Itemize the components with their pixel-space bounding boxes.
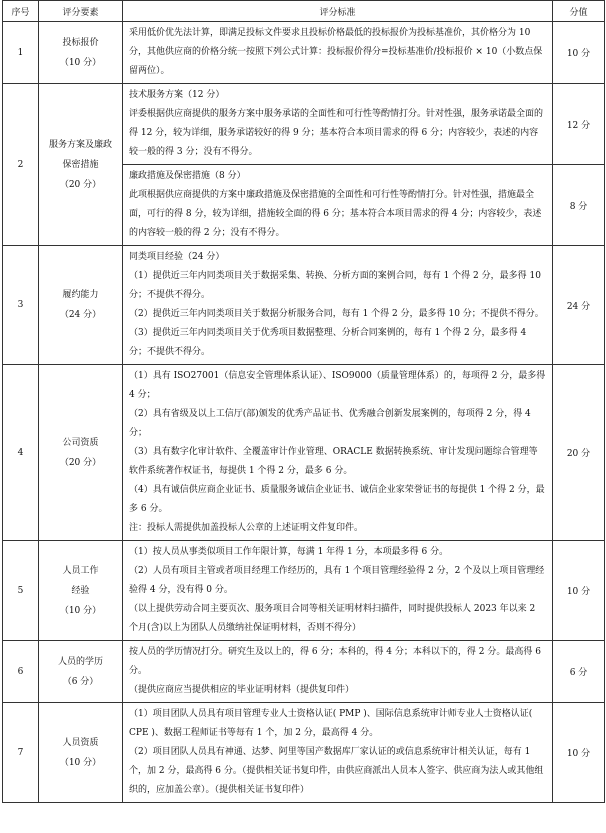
- row-score: 6 分: [553, 641, 605, 703]
- row-number: 7: [3, 703, 39, 803]
- row-item-line: （6 分）: [62, 676, 99, 687]
- row-item: [39, 22, 123, 84]
- row-number: 2: [3, 84, 39, 246]
- row-number: 5: [3, 541, 39, 641]
- row-item-line: （24 分）: [59, 310, 102, 320]
- row-item-line: （10 分）: [59, 757, 102, 768]
- row-item-line: 服务方案及廉政: [48, 139, 112, 150]
- row-score: 10 分: [553, 541, 605, 641]
- row-item-line: 人员的学历: [57, 656, 103, 667]
- criteria-paragraph: 同类项目经验（24 分）: [129, 252, 225, 262]
- row-item-line: 投标报价: [62, 37, 99, 48]
- row-score: 10 分: [553, 22, 605, 84]
- header-item: 评分要素: [39, 1, 123, 22]
- criteria-paragraph: 廉政措施及保密措施（8 分）: [129, 171, 246, 181]
- table-header-row: [3, 1, 605, 22]
- table-row: [3, 246, 605, 365]
- row-item-line: 人员工作: [62, 565, 99, 576]
- table-body: [3, 22, 605, 803]
- row-item-line: （10 分）: [59, 57, 102, 68]
- criteria-paragraph: （3）具有数字化审计软件、全覆盖审计作业管理、ORACLE 数据转换系统、审计发现问题综合管理等软件系统著作权证书，每提供 1 个得 2 分，最多 6 分。: [129, 447, 538, 476]
- table-row: [3, 541, 605, 641]
- table-row: [3, 641, 605, 703]
- row-score: 20 分: [553, 365, 605, 541]
- row-number: 3: [3, 246, 39, 365]
- criteria-paragraph: （1）项目团队人员具有项目管理专业人士资格认证( PMP )、国际信息系统审计师专业人士资格认证( CPE )、数据工程师证书等每有 1 个，加 2 分，最高得 4 分。: [129, 709, 533, 738]
- criteria-paragraph: （1）按人员从事类似项目工作年限计算，每满 1 年得 1 分，本项最多得 6 分。: [129, 547, 449, 557]
- criteria-paragraph: （2）提供近三年内同类项目关于数据分析服务合同，每有 1 个得 2 分，最多得 10 分；不提供不得分。: [129, 309, 544, 319]
- criteria-paragraph: 评委根据供应商提供的服务方案中服务承诺的全面性和可行性等酌情打分。针对性强，服务承诺最全面的得 12 分，较为详细，服务承诺较好的得 9 分；基本符合本项目需求的得 6 分；内容较少，表述的内容较一般的得 3 分；没有不得分。: [129, 109, 544, 157]
- row-item-line: 保密措施: [62, 159, 99, 170]
- criteria-paragraph: （3）提供近三年内同类项目关于优秀项目数据整理、分析合同案例的，每有 1 个得 2 分，最多得 4 分；不提供不得分。: [129, 328, 527, 357]
- criteria-paragraph: 技术服务方案（12 分）: [129, 90, 225, 100]
- row-item-line: 公司资质: [62, 437, 99, 448]
- table-row: [3, 22, 605, 84]
- row-criteria: [123, 641, 553, 703]
- header-criteria: 评分标准: [123, 1, 553, 22]
- row-item: [39, 641, 123, 703]
- row-item-line: （10 分）: [59, 605, 102, 616]
- row-criteria: [123, 703, 553, 803]
- criteria-paragraph: 注：投标人需提供加盖投标人公章的上述证明文件复印件。: [129, 523, 364, 533]
- header-no: 序号: [3, 1, 39, 22]
- row-item-line: （20 分）: [59, 179, 102, 190]
- row-criteria: [123, 84, 553, 165]
- row-item-line: （20 分）: [59, 457, 102, 468]
- table-row: [3, 84, 605, 165]
- criteria-paragraph: 此项根据供应商提供的方案中廉政措施及保密措施的全面性和可行性等酌情打分。针对性强，措施最全面，可行的得 8 分，较为详细，措施较全面的得 6 分；基本符合本项目需求的得 4 分；内容较少，表述的内容较一般的得 2 分；没有不得分。: [129, 190, 542, 238]
- row-criteria: [123, 541, 553, 641]
- table-row: [3, 703, 605, 803]
- row-item: [39, 365, 123, 541]
- row-item: [39, 703, 123, 803]
- row-score: 8 分: [553, 165, 605, 246]
- criteria-paragraph: 按人员的学历情况打分。研究生及以上的，得 6 分；本科的，得 4 分；本科以下的，得 2 分。最高得 6 分。: [129, 647, 541, 676]
- criteria-paragraph: （2）具有省级及以上工信厅(部)颁发的优秀产品证书、优秀融合创新发展案例的，每项得 2 分，得 4 分；: [129, 409, 531, 438]
- criteria-paragraph: 采用低价优先法计算，即满足投标文件要求且投标价格最低的投标报价为投标基准价，其价格分为 10 分，其他供应商的价格分统一按照下列公式计算：投标报价得分=投标基准价/投标报价 × 10（小数点保留两位）。: [129, 28, 543, 76]
- header-score: 分值: [553, 1, 605, 22]
- criteria-paragraph: （2）人员有项目主管或者项目经理工作经历的，具有 1 个项目管理经验得 2 分，2 个及以上项目管理经验得 4 分，没有得 0 分。: [129, 566, 545, 595]
- row-number: 4: [3, 365, 39, 541]
- criteria-paragraph: （2）项目团队人员具有神通、达梦、阿里等国产数据库厂家认证的或信息系统审计相关认证，每有 1 个，加 2 分，最高得 6 分。（提供相关证书复印件，由供应商派出人员本人签字、供应商为法人或其他组织的，应加盖公章）。（提供相关证书复印件）: [129, 747, 544, 795]
- scoring-table: [2, 0, 605, 803]
- row-criteria: [123, 22, 553, 84]
- table-row: [3, 365, 605, 541]
- scoring-table-page: [2, 0, 604, 803]
- row-number: 6: [3, 641, 39, 703]
- row-number: 1: [3, 22, 39, 84]
- row-score: 12 分: [553, 84, 605, 165]
- row-item: [39, 541, 123, 641]
- criteria-paragraph: （提供应商应当提供相应的毕业证明材料（提供复印件）: [129, 685, 355, 695]
- criteria-paragraph: （1）提供近三年内同类项目关于数据采集、转换、分析方面的案例合同，每有 1 个得 2 分，最多得 10 分；不提供不得分。: [129, 271, 541, 300]
- row-criteria: [123, 246, 553, 365]
- row-item-line: 经验: [71, 585, 90, 596]
- row-item-line: 人员资质: [62, 737, 99, 748]
- row-criteria: [123, 165, 553, 246]
- row-score: 10 分: [553, 703, 605, 803]
- row-item-line: 履约能力: [62, 290, 99, 300]
- row-item: [39, 246, 123, 365]
- criteria-paragraph: （以上提供劳动合同主要页次、服务项目合同等相关证明材料扫描件，同时提供投标人 2023 年以来 2 个月(含)以上为团队人员缴纳社保证明材料，否则不得分）: [129, 604, 536, 633]
- criteria-paragraph: （1）具有 ISO27001（信息安全管理体系认证）、ISO9000（质量管理体系）的，每项得 2 分，最多得 4 分；: [129, 371, 546, 400]
- row-criteria: [123, 365, 553, 541]
- row-score: 24 分: [553, 246, 605, 365]
- criteria-paragraph: （4）具有诚信供应商企业证书、质量服务诚信企业证书、诚信企业家荣誉证书的每提供 1 个得 2 分，最多 6 分。: [129, 485, 545, 514]
- row-item: [39, 84, 123, 246]
